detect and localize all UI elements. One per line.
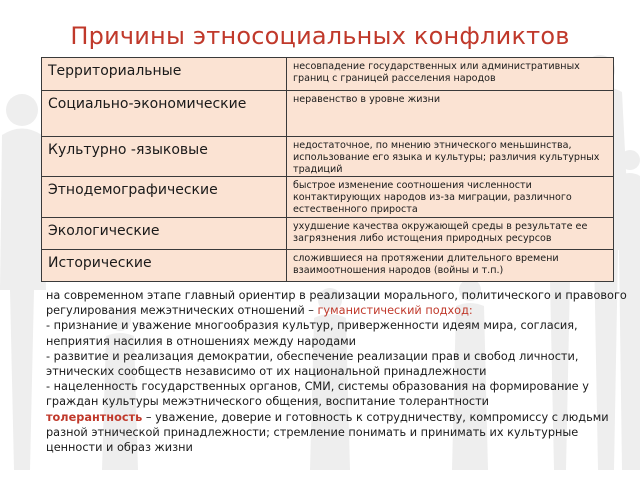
causes-table xyxy=(41,57,614,282)
point-democracy: - развитие и реализация демократии, обеспечение реализации прав и свобод личности, этнических сообществ независимо от их национальной принадлежности xyxy=(46,349,579,379)
cause-description: неравенство в уровне жизни xyxy=(287,91,614,137)
table-row xyxy=(42,177,614,218)
cause-label: Территориальные xyxy=(42,58,287,91)
slide-title: Причины этносоциальных конфликтов xyxy=(70,22,570,50)
tolerance-term: толерантность xyxy=(46,410,143,424)
table-row xyxy=(42,137,614,177)
cause-description: ухудшение качества окружающей среды в результате ее загрязнения либо истощения природных ресурсов xyxy=(287,218,614,250)
intro-text: на современном этапе главный ориентир в реализации морального, политического и правового регулирования межэтнических отношений – xyxy=(46,289,627,318)
body-text xyxy=(46,288,636,455)
table-row xyxy=(42,91,614,137)
tolerance-definition-text: – уважение, доверие и готовность к сотрудничеству, компромиссу с людьми разной этнической принадлежности; стремление понимать и принимать их культурные ценности и образ жизни xyxy=(46,410,609,455)
cause-label: Культурно -языковые xyxy=(42,137,287,177)
cause-label: Экологические xyxy=(42,218,287,250)
cause-label: Этнодемографические xyxy=(42,177,287,218)
tolerance-definition xyxy=(46,410,636,456)
cause-label: Исторические xyxy=(42,250,287,282)
table-row xyxy=(42,218,614,250)
point-respect-diversity: - признание и уважение многообразия культур, приверженности идеям мира, согласия, неприятия насилия в отношениях между народами xyxy=(46,319,578,348)
table-row xyxy=(42,250,614,282)
table-row xyxy=(42,58,614,91)
humanistic-approach-term: гуманистический подход: xyxy=(317,304,473,318)
cause-description: недостаточное, по мнению этнического меньшинства, использование его языка и культуры; различия культурных традиций xyxy=(287,137,614,177)
cause-description: несовпадение государственных или административных границ с границей расселения народов xyxy=(287,58,614,91)
cause-description: сложившиеся на протяжении длительного времени взаимоотношения народов (войны и т.п.) xyxy=(287,250,614,282)
cause-description: быстрое изменение соотношения численности контактирующих народов из-за миграции, различного естественного прироста xyxy=(287,177,614,218)
point-institutions: - нацеленность государственных органов, СМИ, системы образования на формирование у граждан культуры межэтнического общения, воспитание толерантности xyxy=(46,380,589,409)
cause-label: Социально-экономические xyxy=(42,91,287,137)
intro-paragraph xyxy=(46,288,636,318)
